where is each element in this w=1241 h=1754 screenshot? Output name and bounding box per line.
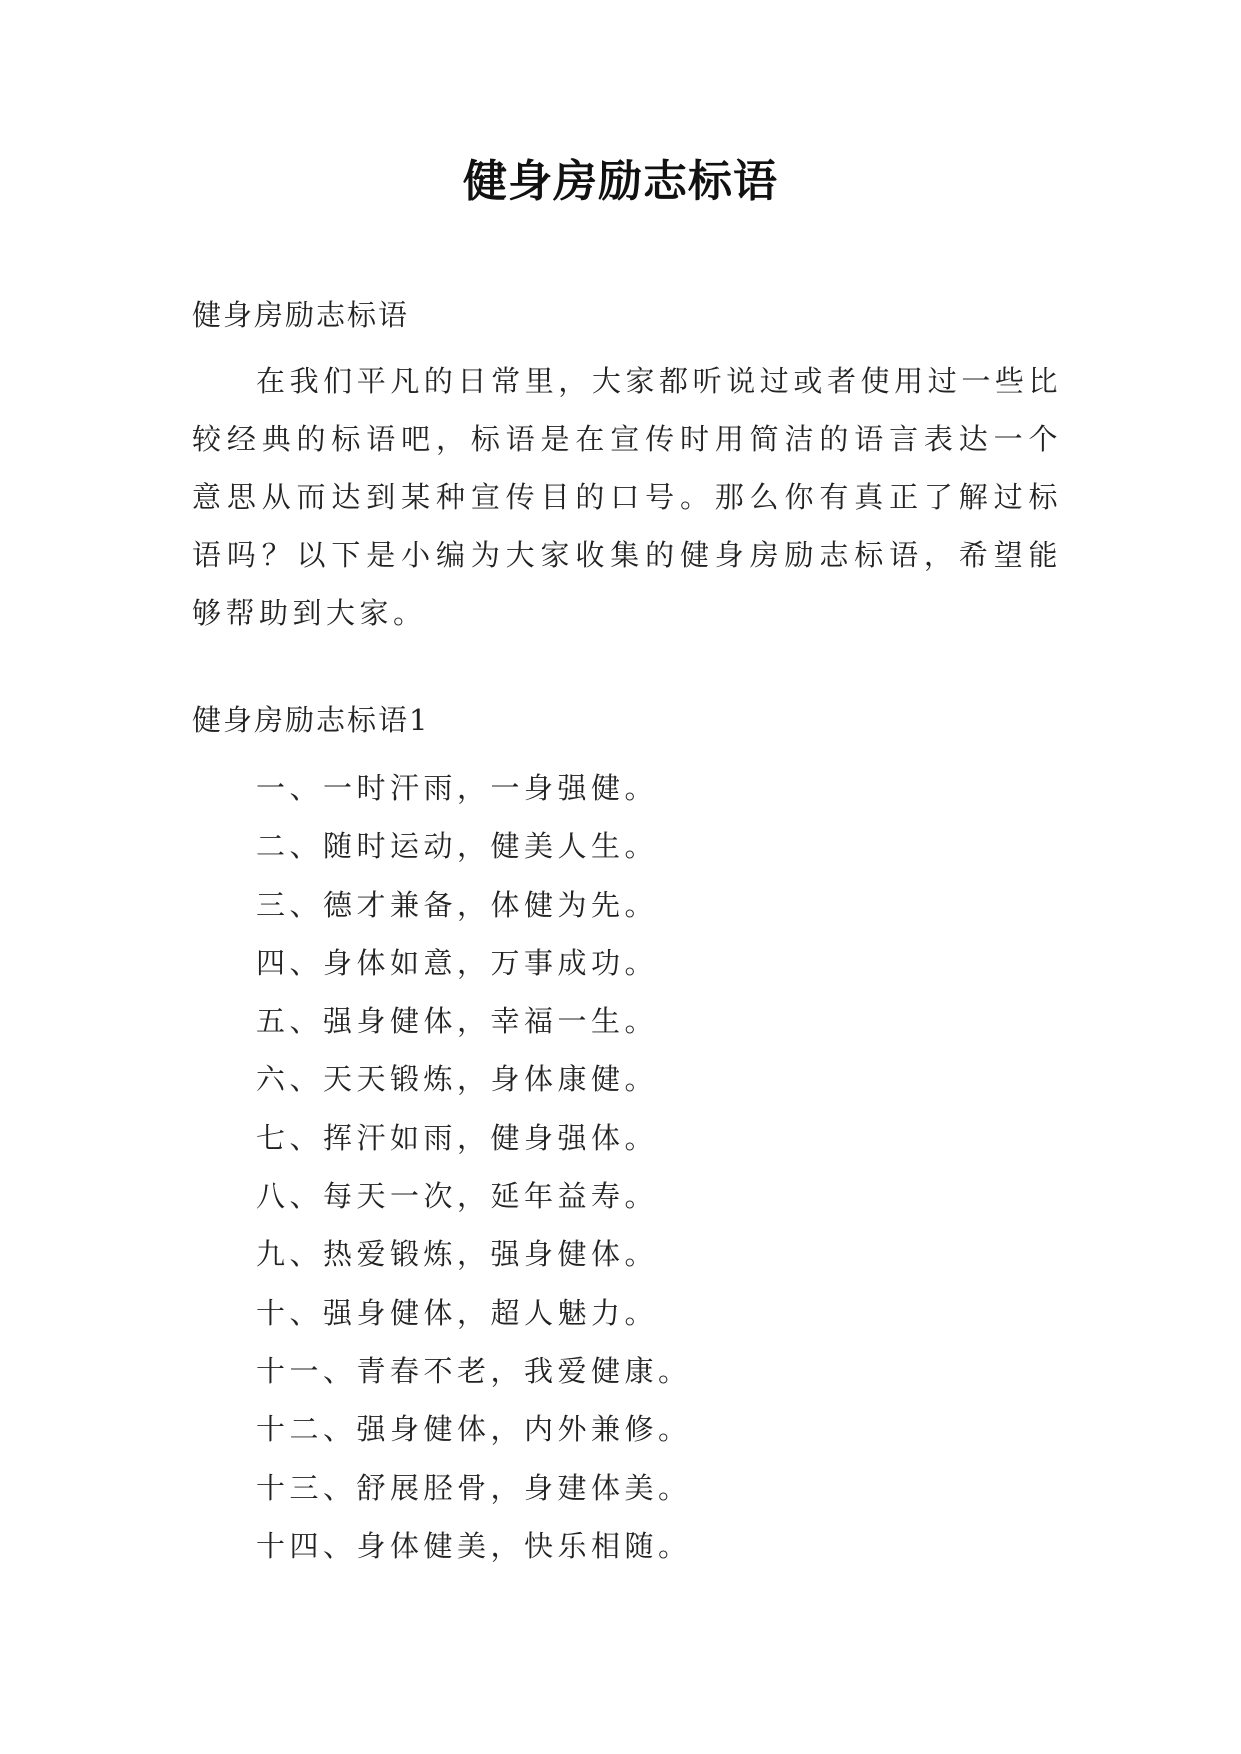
list-item: 十四、身体健美，快乐相随。 bbox=[256, 1528, 692, 1563]
list-item: 十一、青春不老，我爱健康。 bbox=[256, 1353, 692, 1388]
list-item: 四、身体如意，万事成功。 bbox=[256, 945, 659, 980]
intro-paragraph: 在我们平凡的日常里，大家都听说过或者使用过一些比较经典的标语吧，标语是在宣传时用简洁的语言表达一个意思从而达到某种宣传目的口号。那么你有真正了解过标语吗？以下是小编为大家收集的健身房励志标语，希望能够帮助到大家。 bbox=[192, 364, 1062, 630]
list-item: 五、强身健体，幸福一生。 bbox=[256, 1004, 659, 1039]
list-item: 二、随时运动，健美人生。 bbox=[256, 829, 659, 864]
list-item: 十二、强身健体，内外兼修。 bbox=[256, 1412, 692, 1447]
intro-subheading: 健身房励志标语 bbox=[192, 298, 410, 332]
list-item: 六、天天锻炼，身体康健。 bbox=[256, 1062, 659, 1097]
list-item: 九、热爱锻炼，强身健体。 bbox=[256, 1237, 659, 1272]
slogan-list bbox=[256, 759, 692, 1575]
list-item: 七、挥汗如雨，健身强体。 bbox=[256, 1120, 659, 1155]
list-item: 十三、舒展胫骨，身建体美。 bbox=[256, 1470, 692, 1505]
list-item: 八、每天一次，延年益寿。 bbox=[256, 1179, 659, 1214]
list-item: 三、德才兼备，体健为先。 bbox=[256, 887, 659, 922]
list-item: 十、强身健体，超人魅力。 bbox=[256, 1295, 659, 1330]
list-item: 一、一时汗雨，一身强健。 bbox=[256, 771, 659, 805]
section-heading: 健身房励志标语1 bbox=[192, 703, 430, 737]
document-title: 健身房励志标语 bbox=[463, 156, 778, 207]
